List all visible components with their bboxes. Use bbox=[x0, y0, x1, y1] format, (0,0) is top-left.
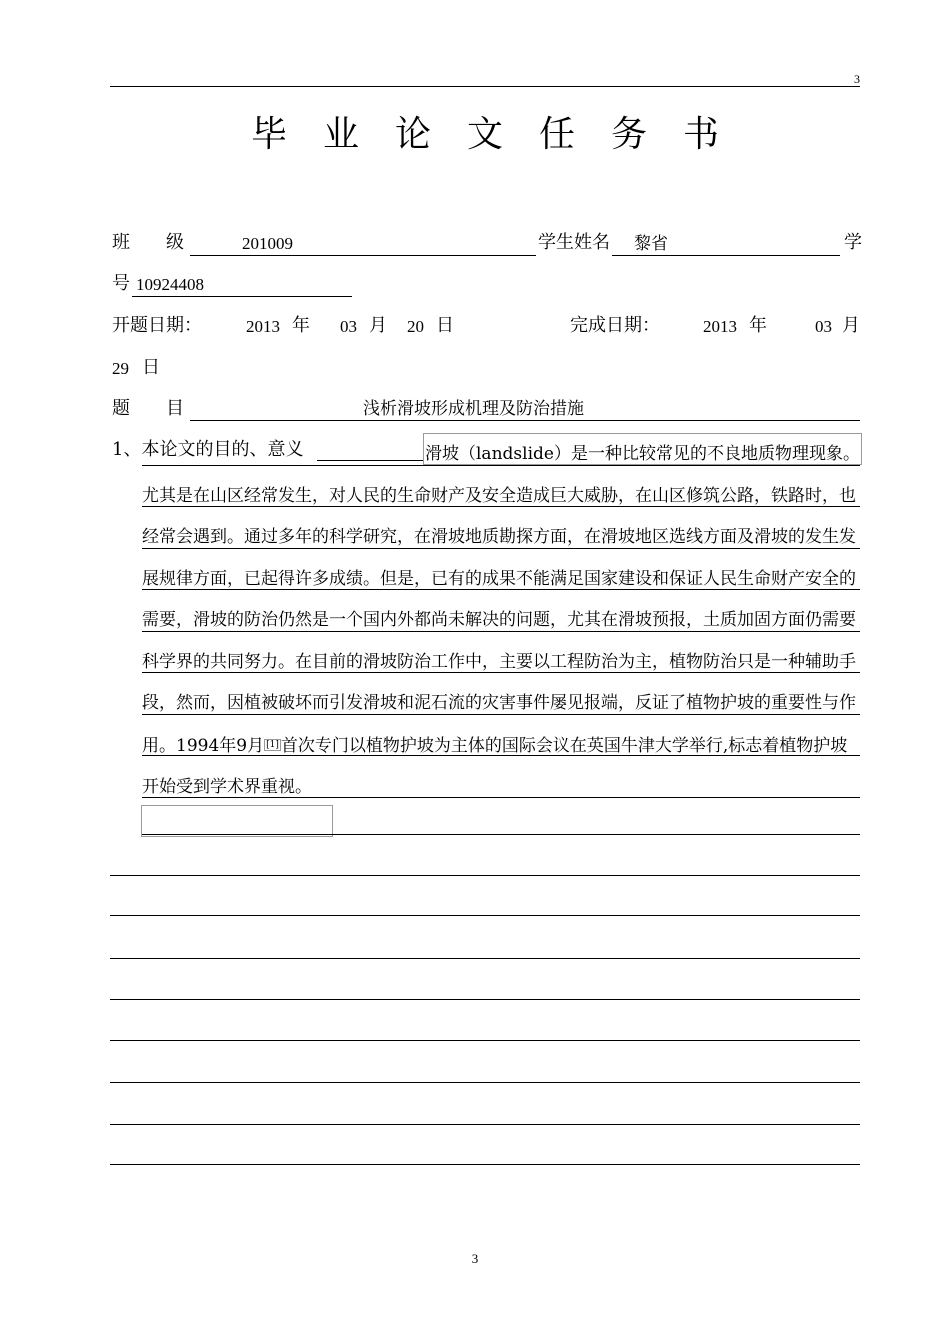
start-date-label: 开题日期： bbox=[112, 315, 202, 336]
start-year: 2013 bbox=[246, 317, 280, 336]
finish-month: 03 bbox=[815, 317, 832, 336]
header-page-number: 3 bbox=[854, 72, 860, 86]
start-day: 20 bbox=[407, 317, 424, 336]
topic-label: 题 目 bbox=[112, 398, 184, 419]
blank-line bbox=[110, 1082, 860, 1083]
page-title: 毕业论文任务书 bbox=[250, 114, 755, 155]
citation-marker[interactable]: [1] bbox=[266, 739, 279, 750]
section-1-text-cont: 首次专门以植物护坡为主体的国际会议在英国牛津大学举行,标志着植物护坡开始受到学术界重视。 bbox=[142, 735, 848, 797]
start-month-unit: 月 bbox=[369, 315, 387, 336]
blank-line bbox=[110, 875, 860, 876]
finish-year: 2013 bbox=[703, 317, 737, 336]
student-name-label: 学生姓名 bbox=[538, 232, 610, 253]
header-rule bbox=[110, 86, 860, 87]
text-selection-end bbox=[141, 805, 333, 837]
finish-date-label: 完成日期： bbox=[570, 315, 660, 336]
class-field[interactable]: 201009 bbox=[190, 233, 536, 256]
finish-month-unit: 月 bbox=[842, 315, 860, 336]
blank-line bbox=[110, 958, 860, 959]
finish-day-unit: 日 bbox=[142, 357, 160, 378]
para-underline bbox=[142, 834, 860, 835]
blank-line bbox=[110, 1040, 860, 1041]
blank-line bbox=[110, 1124, 860, 1125]
start-month: 03 bbox=[340, 317, 357, 336]
blank-line bbox=[110, 1164, 860, 1165]
section-1-body[interactable] bbox=[142, 434, 862, 809]
student-id-label-start: 学 bbox=[844, 232, 862, 253]
section-1-heading: 1、本论文的目的、意义 bbox=[112, 439, 304, 460]
student-name-field[interactable]: 黎省 bbox=[612, 233, 840, 256]
blank-line bbox=[110, 999, 860, 1000]
student-id-label-end: 号 bbox=[112, 273, 130, 294]
student-id-field[interactable]: 10924408 bbox=[132, 274, 352, 297]
start-day-unit: 日 bbox=[436, 315, 454, 336]
footer-page-number: 3 bbox=[471, 1251, 479, 1266]
start-year-unit: 年 bbox=[292, 315, 310, 336]
section-1-text: 滑坡（landslide）是一种比较常见的不良地质物理现象。尤其是在山区经常发生，对人民的生命财产及安全造成巨大威胁，在山区修筑公路，铁路时，也经常会遇到。通过多年的科学研究，在滑坡地质勘探方面，在滑坡地区选线方面及滑坡的发生发展规律方面，已起得许多成绩。但是，已有的成果不能满足国家建设和保证人民生命财产安全的需要，滑坡的防治仍然是一个国内外都尚未解决的问题，尤其在滑坡预报，土质加固方面仍需要科学界的共同努力。在目前的滑坡防治工作中，主要以工程防治为主，植物防治只是一种辅助手段，然而，因植被破坏而引发滑坡和泥石流的灾害事件屡见报端，反证了植物护坡的重要性与作用。1994年9月 bbox=[142, 444, 860, 756]
blank-line bbox=[110, 915, 860, 916]
class-label: 班 级 bbox=[112, 232, 184, 253]
topic-field[interactable]: 浅析滑坡形成机理及防治措施 bbox=[190, 398, 860, 421]
finish-year-unit: 年 bbox=[749, 315, 767, 336]
finish-day: 29 bbox=[112, 359, 129, 378]
